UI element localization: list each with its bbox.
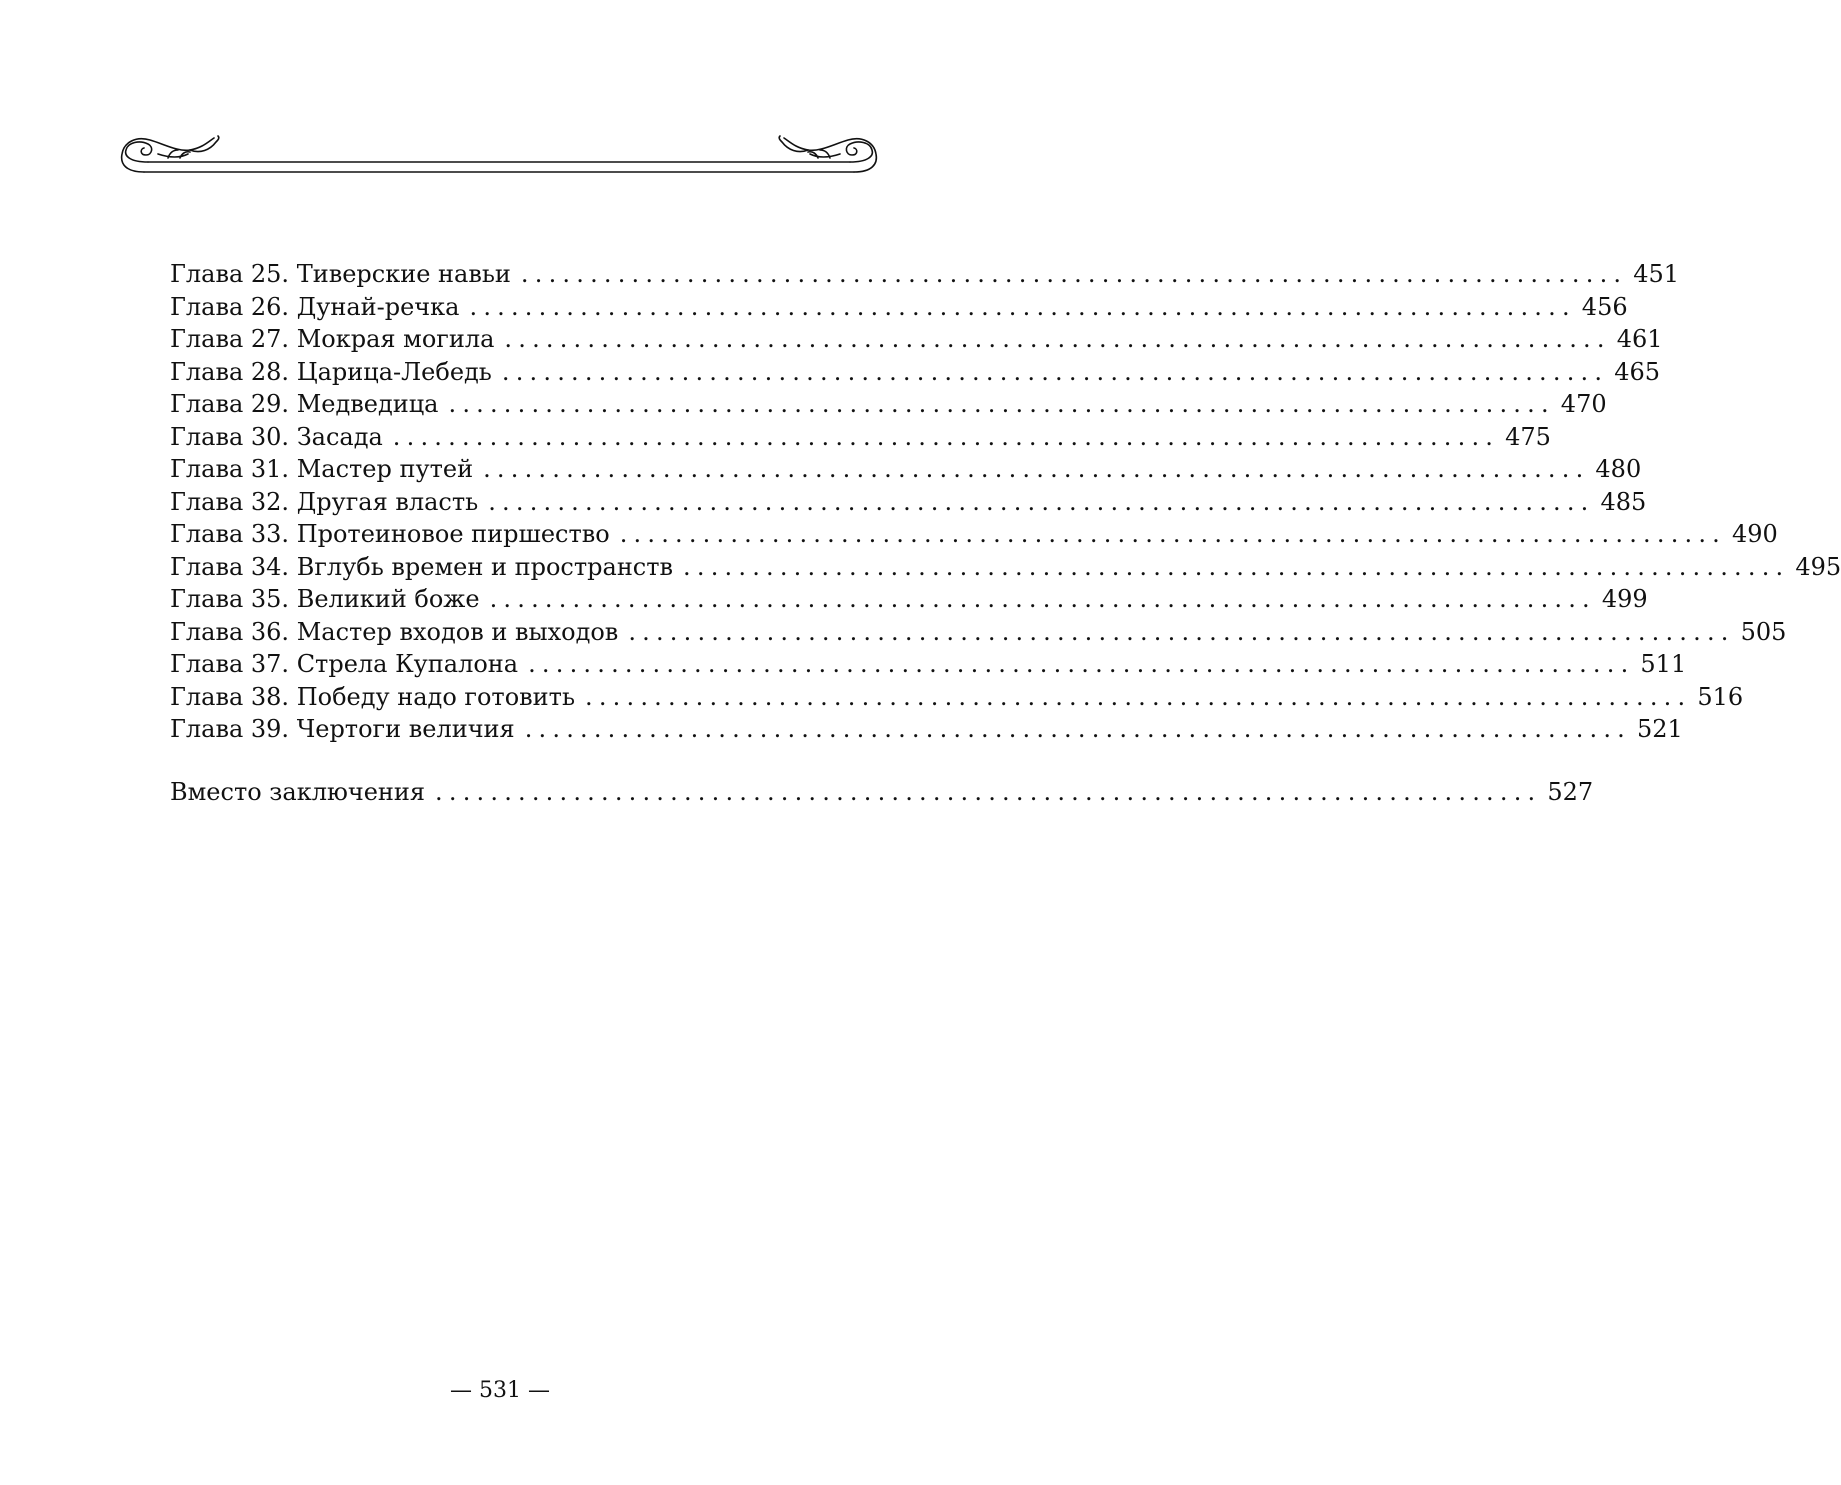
toc-entry-chapter[interactable]: [170, 388, 1607, 421]
toc-entry-page: 465: [1614, 357, 1660, 386]
toc-entry-chapter[interactable]: [170, 713, 1683, 746]
toc-entry-title: Глава 29. Медведица: [170, 390, 439, 418]
toc-entry-chapter[interactable]: [170, 323, 1663, 356]
toc-entry-chapter[interactable]: [170, 258, 1680, 291]
table-of-contents: [170, 258, 1841, 808]
toc-entry-page: 470: [1560, 390, 1607, 418]
dot-leader: ................................................................................: [435, 777, 1542, 806]
header-ornament-icon: [118, 128, 880, 182]
toc-entry-title: Глава 26. Дунай-речка: [170, 292, 460, 321]
toc-entry-page: 485: [1600, 487, 1647, 516]
dot-leader: ................................................................................: [488, 487, 1595, 516]
toc-entry-title: Глава 36. Мастер входов и выходов: [170, 617, 619, 646]
toc-entry-title: Глава 31. Мастер путей: [170, 455, 474, 483]
toc-entry-title: Глава 27. Мокрая могила: [170, 325, 495, 353]
toc-spacer: [170, 746, 838, 776]
toc-entry-page: 521: [1637, 715, 1683, 743]
dot-leader: ................................................................................: [524, 715, 1632, 743]
toc-entry-chapter[interactable]: [170, 486, 1647, 519]
toc-entry-chapter[interactable]: [170, 648, 1687, 681]
toc-entry-page: 451: [1633, 260, 1680, 288]
toc-entry-conclusion[interactable]: [170, 776, 1594, 809]
toc-entry-title: Глава 28. Царица-Лебедь: [170, 357, 492, 386]
dot-leader: ................................................................................: [628, 617, 1735, 646]
dot-leader: ................................................................................: [683, 552, 1790, 581]
dot-leader: ................................................................................: [504, 325, 1611, 353]
toc-entry-page: 456: [1581, 292, 1628, 321]
toc-entry-title: Вместо заключения: [170, 777, 426, 806]
toc-entry-title: Глава 34. Вглубь времен и пространств: [170, 552, 674, 581]
dot-leader: ................................................................................: [501, 357, 1609, 386]
toc-entry-page: 461: [1616, 325, 1663, 353]
toc-entry-chapter[interactable]: [170, 421, 1551, 454]
toc-entry-title: Глава 25. Тиверские навьи: [170, 260, 511, 288]
toc-entry-title: Глава 39. Чертоги величия: [170, 715, 515, 743]
dot-leader: ................................................................................: [585, 682, 1692, 711]
toc-entry-chapter[interactable]: [170, 681, 1744, 714]
dot-leader: ................................................................................: [483, 455, 1590, 483]
dot-leader: ................................................................................: [392, 422, 1500, 451]
dot-leader: ................................................................................: [469, 292, 1576, 321]
dot-leader: ................................................................................: [520, 260, 1628, 288]
dot-leader: ................................................................................: [528, 650, 1635, 678]
toc-entry-chapter[interactable]: [170, 551, 1841, 584]
toc-entry-page: 499: [1601, 585, 1648, 613]
toc-entry-chapter[interactable]: [170, 356, 1660, 389]
toc-entry-page: 480: [1595, 455, 1642, 483]
toc-entry-page: 527: [1547, 777, 1594, 806]
toc-entry-title: Глава 37. Стрела Купалона: [170, 650, 519, 678]
toc-entry-title: Глава 33. Протеиновое пиршество: [170, 520, 610, 548]
toc-entry-chapter[interactable]: [170, 518, 1778, 551]
dot-leader: ................................................................................: [619, 520, 1727, 548]
page-number: — 531 —: [450, 1378, 550, 1403]
toc-entry-page: 511: [1640, 650, 1687, 678]
toc-entry-title: Глава 35. Великий боже: [170, 585, 480, 613]
dot-leader: ................................................................................: [489, 585, 1596, 613]
toc-entry-chapter[interactable]: [170, 291, 1628, 324]
toc-entry-title: Глава 30. Засада: [170, 422, 383, 451]
toc-entry-title: Глава 38. Победу надо готовить: [170, 682, 576, 711]
toc-entry-chapter[interactable]: [170, 583, 1648, 616]
dot-leader: ................................................................................: [448, 390, 1555, 418]
toc-entry-page: 475: [1505, 422, 1551, 451]
toc-entry-page: 505: [1740, 617, 1787, 646]
toc-entry-page: 495: [1795, 552, 1841, 581]
toc-entry-page: 516: [1697, 682, 1744, 711]
toc-entry-title: Глава 32. Другая власть: [170, 487, 479, 516]
toc-entry-page: 490: [1732, 520, 1778, 548]
toc-entry-chapter[interactable]: [170, 616, 1787, 649]
toc-entry-chapter[interactable]: [170, 453, 1642, 486]
